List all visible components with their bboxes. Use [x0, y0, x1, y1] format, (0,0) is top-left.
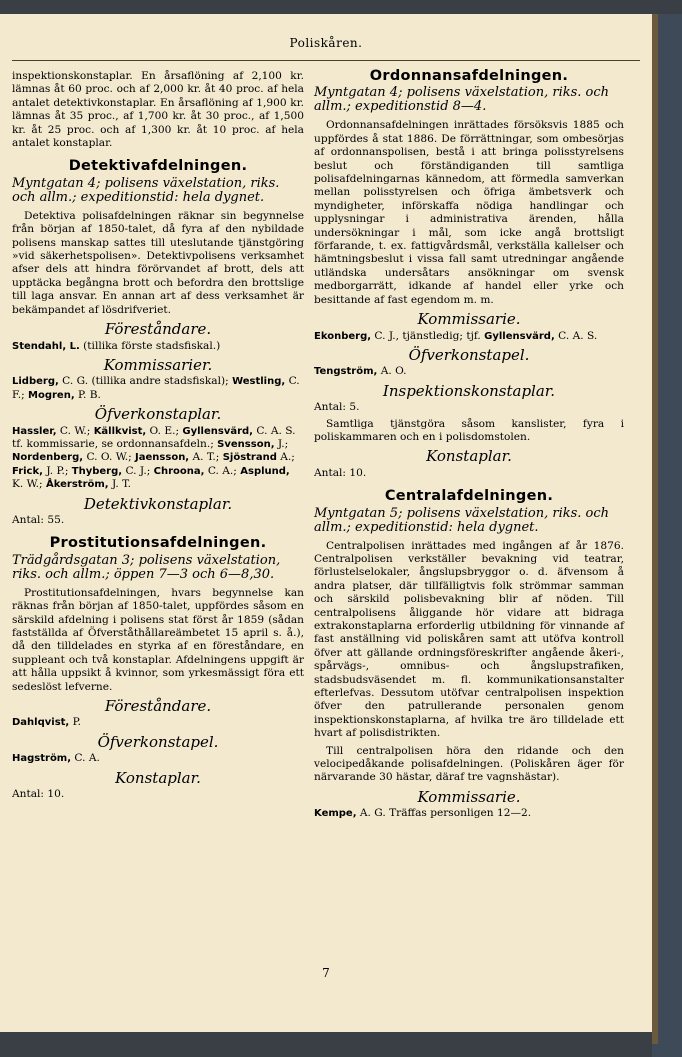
person-detail: C. O. W.; [86, 451, 132, 464]
person-name: Asplund, [240, 465, 290, 477]
ordonnans-ofverkonstapel-heading: Öfverkonstapel. [408, 345, 530, 364]
inspektionskonstaplar-antal: Antal: 5. [314, 401, 360, 414]
central-text-2: Till centralpolisen höra den ridande och den velocipedåkande polisafdelningen. (Poliskåren äger för närvarande 30 hästar, däraf tre vagnshästar). [314, 744, 624, 784]
running-head: Poliskåren. [289, 36, 363, 50]
detektiv-kommissarier-heading: Kommissarier. [103, 355, 213, 374]
person-name: Hagström, [12, 753, 72, 765]
prostitution-address: Trädgårdsgatan 3; polisens växelstation, riks. och allm.; öppen 7—3 och 6—8,30. [12, 552, 281, 582]
central-heading: Centralafdelningen. [384, 488, 554, 505]
person-detail: J. P.; [46, 464, 69, 477]
ordonnans-konstaplar-antal: Antal: 10. [314, 466, 367, 479]
header-rule [12, 60, 640, 61]
ordonnans-heading: Ordonnansafdelningen. [369, 68, 569, 84]
detektiv-ofverkonstaplar [12, 425, 304, 492]
ordonnans-kommissarie [314, 330, 624, 343]
prostitution-forestandare-heading: Föreståndare. [104, 697, 212, 716]
detektiv-ofverkonstaplar-heading: Öfverkonstaplar. [94, 405, 222, 424]
person-name: Dahlqvist, [12, 717, 70, 729]
person-detail: P. [72, 716, 81, 729]
ordonnans-ofverkonstapel [314, 365, 624, 378]
person-detail: (tillika förste stadsfiskal.) [83, 339, 221, 352]
prostitution-antal: Antal: 10. [12, 788, 65, 801]
person-detail: A. G. Träffas personligen 12—2. [359, 807, 532, 820]
detektiv-forestandare [12, 340, 304, 353]
person-detail: A. T.; [192, 451, 220, 464]
central-address: Myntgatan 5; polisens växelstation, riks. och allm.; expeditionstid: hela dygnet. [314, 505, 610, 535]
person-detail: C. J., tjänstledig; tjf. [374, 329, 481, 342]
person-name: Källkvist, [93, 425, 147, 437]
person-detail: C. A. S. [558, 329, 598, 342]
person-name: Stendahl, L. [12, 340, 80, 352]
person-detail: P. B. [78, 388, 101, 401]
central-kommissarie-heading: Kommissarie. [417, 787, 521, 806]
person-detail: C. G. (tillika andre stadsfiskal); [62, 375, 229, 388]
ordonnans-kommissarie-heading: Kommissarie. [417, 310, 521, 329]
person-detail: C. A.; [207, 464, 237, 477]
prostitution-ofverkonstapel-heading: Öfverkonstapel. [97, 732, 219, 751]
person-name: Gyllensvärd, [484, 330, 555, 342]
person-name: Jaensson, [135, 452, 190, 464]
detektiv-heading: Detektivafdelningen. [68, 158, 248, 175]
person-detail: C. A. S. tf. kommissarie, se ordonnansafdeln.; [12, 424, 296, 450]
intro-paragraph: inspektionskonstaplar. En årsaflöning af 2,100 kr. lämnas åt 60 proc. och af 2,000 kr. åt 40 proc. af hela antalet detektivkonstaplar. En årsaflöning af 1,900 kr. lämnas åt 35 proc., af 1,700 kr. åt 30 proc., af 1,500 kr. åt 25 proc. och af 1,300 kr. åt 10 proc. af hela antalet konstaplar. [12, 70, 304, 150]
person-detail: C. A. [74, 752, 100, 765]
prostitution-heading: Prostitutionsafdelningen. [49, 535, 267, 552]
person-detail: C. J.; [125, 464, 151, 477]
person-name: Sjöstrand [222, 452, 277, 464]
detektiv-address: Myntgatan 4; polisens växelstation, riks. och allm.; expeditionstid: hela dygnet. [12, 175, 280, 205]
inspektionskonstaplar-text: Samtliga tjänstgöra såsom kanslister, fyra i poliskammaren och en i polisdomstolen. [314, 417, 624, 443]
person-name: Svensson, [217, 438, 275, 450]
person-detail: A.; [280, 451, 295, 464]
person-name: Kempe, [314, 808, 357, 820]
prostitution-ofverkonstapel [12, 752, 304, 765]
person-detail: K. W.; [12, 478, 43, 491]
left-column [12, 70, 304, 804]
central-text-1: Centralpolisen inrättades med ingången af år 1876. Centralpolisen verkställer bevakning vid teatrar, förlustelselokaler, ångslupsbryggor o. d. äfvensom å andra platser, där tillfälligtvis folk strömmar samman och särskild polisbevakning blir af nöden. Till centralpolisens åliggande hör vidare att bidraga extrakonstaplarna erforderlig utbildning för vinnande af fast anställning vid poliskåren samt att utöfva kontroll öfver att gällande ordningsföreskrifter angående åkeri-, spårvägs-, omnibus- och ångslupstrafiken, stadsbudsväsendet m. fl. kommunikationsanstalter efterlefvas. Dessutom utöfvar centralpolisen inspektion öfver den patrullerande personalen genom inspektionskonstaplarna, af hvilka tre äro tilldelade ett hvart af polisdistrikten. [314, 539, 624, 740]
detektivkonstaplar-antal: Antal: 55. [12, 513, 65, 526]
detektiv-text: Detektiva polisafdelningen räknar sin begynnelse från början af 1850-talet, då fyra af den nybildade polisens manskap sattes till uteslutande tjänstgöring »vid säkerhetspolisen». Detektivpolisens verksamhet afser dels att hindra förörvandet af brott, dels att upptäcka begångna brott och befordra den brottslige till laga ansvar. En annan art af dess verksamhet är bekämpandet af lösdrifveriet. [12, 209, 304, 316]
person-detail: C. F.; [12, 375, 300, 401]
inspektionskonstaplar-heading: Inspektionskonstaplar. [382, 381, 556, 400]
ordonnans-address: Myntgatan 4; polisens växelstation, riks. och allm.; expeditionstid 8—4. [314, 85, 610, 115]
prostitution-forestandare [12, 716, 304, 729]
person-detail: J. T. [111, 478, 132, 491]
prostitution-text: Prostitutionsafdelningen, hvars begynnelse kan räknas från början af 1850-talet, uppfördes såsom en särskild afdelning i polisens stat först år 1859 (sådan fastställda af Öfverståthållareämbetet 15 april s. å.), då den tilldelades en styrka af en föreståndare, en suppleant och två konstaplar. Afdelningens uppgift är att hålla uppsikt å kvinnor, som yrkesmässigt föra ett sedeslöst lefverne. [12, 586, 304, 693]
person-name: Tengström, [314, 366, 378, 378]
person-detail: A. O. [380, 365, 407, 378]
detektivkonstaplar-heading: Detektivkonstaplar. [83, 494, 233, 513]
person-name: Lidberg, [12, 376, 59, 388]
person-name: Westling, [232, 376, 286, 388]
detektiv-kommissarier [12, 375, 304, 402]
person-name: Frick, [12, 465, 43, 477]
person-name: Hassler, [12, 425, 57, 437]
person-name: Gyllensvärd, [182, 425, 253, 437]
person-name: Thyberg, [71, 465, 123, 477]
person-name: Åkerström, [46, 479, 109, 491]
person-detail: O. E.; [149, 424, 180, 437]
person-name: Ekonberg, [314, 330, 372, 342]
ordonnans-text: Ordonnansafdelningen inrättades försöksvis 1885 och uppfördes å stat 1886. De förrättningar, som ombesörjas af ordonnanspolisen, bestå i att bringa polisstyrelsens beslut och förständiganden till samtliga polisafdelningarnas kännedom, att förmedla samverkan mellan polisstyrelsen och öfriga ämbetsverk och myndigheter, införskaffa nödiga handlingar och upplysningar i administrativa ärenden, hålla undersökningar i mål, som icke angå brottsligt förfarande, t. ex. fattigvårdsmål, verkställa kallelser och hämtningsbeslut i vissa fall samt utredningar angående utländska undersåtars ansökningar om svensk medborgarrätt, idkande af handel eller yrke och besittande af fast egendom m. m. [314, 119, 624, 306]
prostitution-konstaplar-heading: Konstaplar. [115, 768, 201, 787]
page-number: 7 [322, 966, 330, 980]
detektiv-forestandare-heading: Föreståndare. [104, 320, 212, 339]
ordonnans-konstaplar-heading: Konstaplar. [426, 447, 512, 466]
person-name: Nordenberg, [12, 452, 84, 464]
page-gutter [652, 14, 658, 1044]
person-name: Chroona, [153, 465, 205, 477]
person-detail: C. W.; [59, 424, 91, 437]
right-column [314, 70, 624, 824]
person-detail: J.; [277, 437, 289, 450]
person-name: Mogren, [28, 389, 75, 401]
central-kommissarie [314, 807, 624, 820]
